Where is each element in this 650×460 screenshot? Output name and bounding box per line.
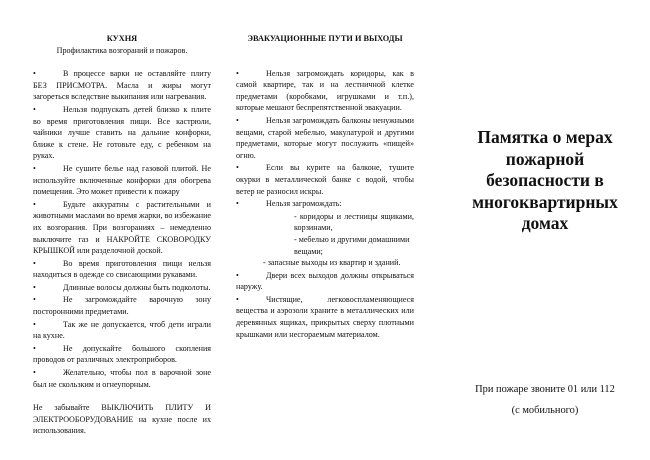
list-item xyxy=(33,163,211,198)
list-item-text: Чистящие, легковоспламеняющиеся вещества и аэрозоли храните в металлических или деревянных ящиках, прикрытых сверху плотными крышками или несгораемым материалом. xyxy=(236,294,414,339)
list-item-text: Длинные волосы должны быть подколоты. xyxy=(63,282,211,292)
list-item-text: Двери всех выходов должны открываться наружу. xyxy=(236,270,414,292)
sublist-item: - запасные выходы из квартир и зданий. xyxy=(263,258,401,268)
list-item xyxy=(33,367,211,390)
emergency-phone-note: (с мобильного) xyxy=(511,405,579,416)
list-item-text: Нельзя подпускать детей близко к плите во время приготовления пищи. Все кастрюли, чайники лучше ставить на дальние конфорки, ближе к стене. Не готовьте еду, с ребенком на руках. xyxy=(33,104,211,161)
list-item-text: Не сушите белье над газовой плитой. Не используйте включенные конфорки для обогрева помещения. Это может привести к пожару xyxy=(33,163,211,197)
list-item xyxy=(33,68,211,103)
list-item xyxy=(33,199,211,257)
bullet-icon: • xyxy=(33,343,36,353)
list-item-text: Так же не допускается, чтоб дети играли на кухне. xyxy=(33,319,211,341)
evacuation-section xyxy=(236,33,414,341)
list-item xyxy=(236,162,414,197)
bullet-icon: • xyxy=(33,282,36,292)
list-item xyxy=(33,319,211,342)
list-item-text: Не загромождайте варочную зону посторонними предметами. xyxy=(33,295,211,317)
list-item-text: Если вы курите на балконе, тушите окурки в металлической банке с водой, чтобы ветер не разносил искры. xyxy=(236,163,414,196)
bullet-icon: • xyxy=(33,104,36,114)
emergency-contact xyxy=(440,379,650,421)
list-item xyxy=(236,115,414,161)
list-item-text: Нельзя загромождать коридоры, как в самой квартире, так и на лестничной клетке предметами (коробками, игрушками и т.п.), которые мешают беспрепятственной эвакуации. xyxy=(236,68,414,113)
evacuation-list xyxy=(236,68,414,210)
kitchen-footer-note: Не забывайте ВЫКЛЮЧИТЬ ПЛИТУ И ЭЛЕКТРООБОРУДОВАНИЕ на кухне после их использования. xyxy=(33,403,211,436)
list-item xyxy=(33,258,211,281)
list-item xyxy=(33,343,211,366)
list-item-text: В процессе варки не оставляйте плиту БЕЗ ПРИСМОТРА. Масла и жиры могут загореться вследствие выкипания или нагревания. xyxy=(33,69,211,102)
kitchen-heading: КУХНЯ xyxy=(106,34,138,43)
list-item-text: Не допускайте большого скопления проводов от различных электроприборов. xyxy=(33,343,211,365)
bullet-icon: • xyxy=(33,368,36,378)
bullet-icon: • xyxy=(236,294,239,304)
list-item xyxy=(33,294,211,317)
list-item xyxy=(236,198,414,210)
bullet-icon: • xyxy=(236,115,239,125)
evacuation-list-continued xyxy=(236,270,414,341)
bullet-icon: • xyxy=(33,319,36,329)
list-item-text: Нельзя загромождать: xyxy=(266,199,342,209)
list-item xyxy=(33,282,211,294)
list-item xyxy=(236,68,414,114)
kitchen-list xyxy=(33,68,211,390)
sublist-item: - коридоры и лестницы ящиками, корзинами, xyxy=(294,211,414,233)
emergency-phone-line: При пожаре звоните 01 или 112 xyxy=(475,384,615,395)
sublist-item: - мебелью и другими домашними вещами; xyxy=(294,234,410,256)
bullet-icon: • xyxy=(236,270,239,280)
bullet-icon: • xyxy=(33,258,36,268)
bullet-icon: • xyxy=(236,68,239,78)
list-item xyxy=(236,294,414,340)
kitchen-section xyxy=(33,33,211,437)
bullet-icon: • xyxy=(33,163,36,173)
list-item-text: Будьте аккуратны с растительными и животными маслами во время жарки, во избежание их возгорания. При возгораниях – немедленно выключите газ и НАКРОЙТЕ СКОВОРОДКУ КРЫШКОЙ или разделочной доской. xyxy=(33,199,211,256)
kitchen-subheading: Профилактика возгораний и пожаров. xyxy=(56,45,188,55)
bullet-icon: • xyxy=(236,199,239,209)
list-item-text: Нельзя загромождать балконы ненужными вещами, старой мебелью, макулатурой и другими предметами, которые могут послужить «пищей» огню. xyxy=(236,115,414,160)
list-item xyxy=(33,104,211,162)
list-item xyxy=(236,270,414,293)
bullet-icon: • xyxy=(33,295,36,305)
evacuation-sublist xyxy=(236,211,414,269)
bullet-icon: • xyxy=(33,69,36,79)
list-item-text: Желательно, чтобы пол в варочной зоне был не скользким и огнеупорным. xyxy=(33,368,211,389)
leaflet-title: Памятка о мерах пожарной безопасности в многоквартирных домах xyxy=(472,127,618,234)
bullet-icon: • xyxy=(33,199,36,209)
evacuation-heading: ЭВАКУАЦИОННЫЕ ПУТИ И ВЫХОДЫ xyxy=(247,34,403,43)
bullet-icon: • xyxy=(236,163,239,173)
list-item-text: Во время приготовления пищи нельзя находиться в одежде со свисающими рукавами. xyxy=(33,258,211,280)
